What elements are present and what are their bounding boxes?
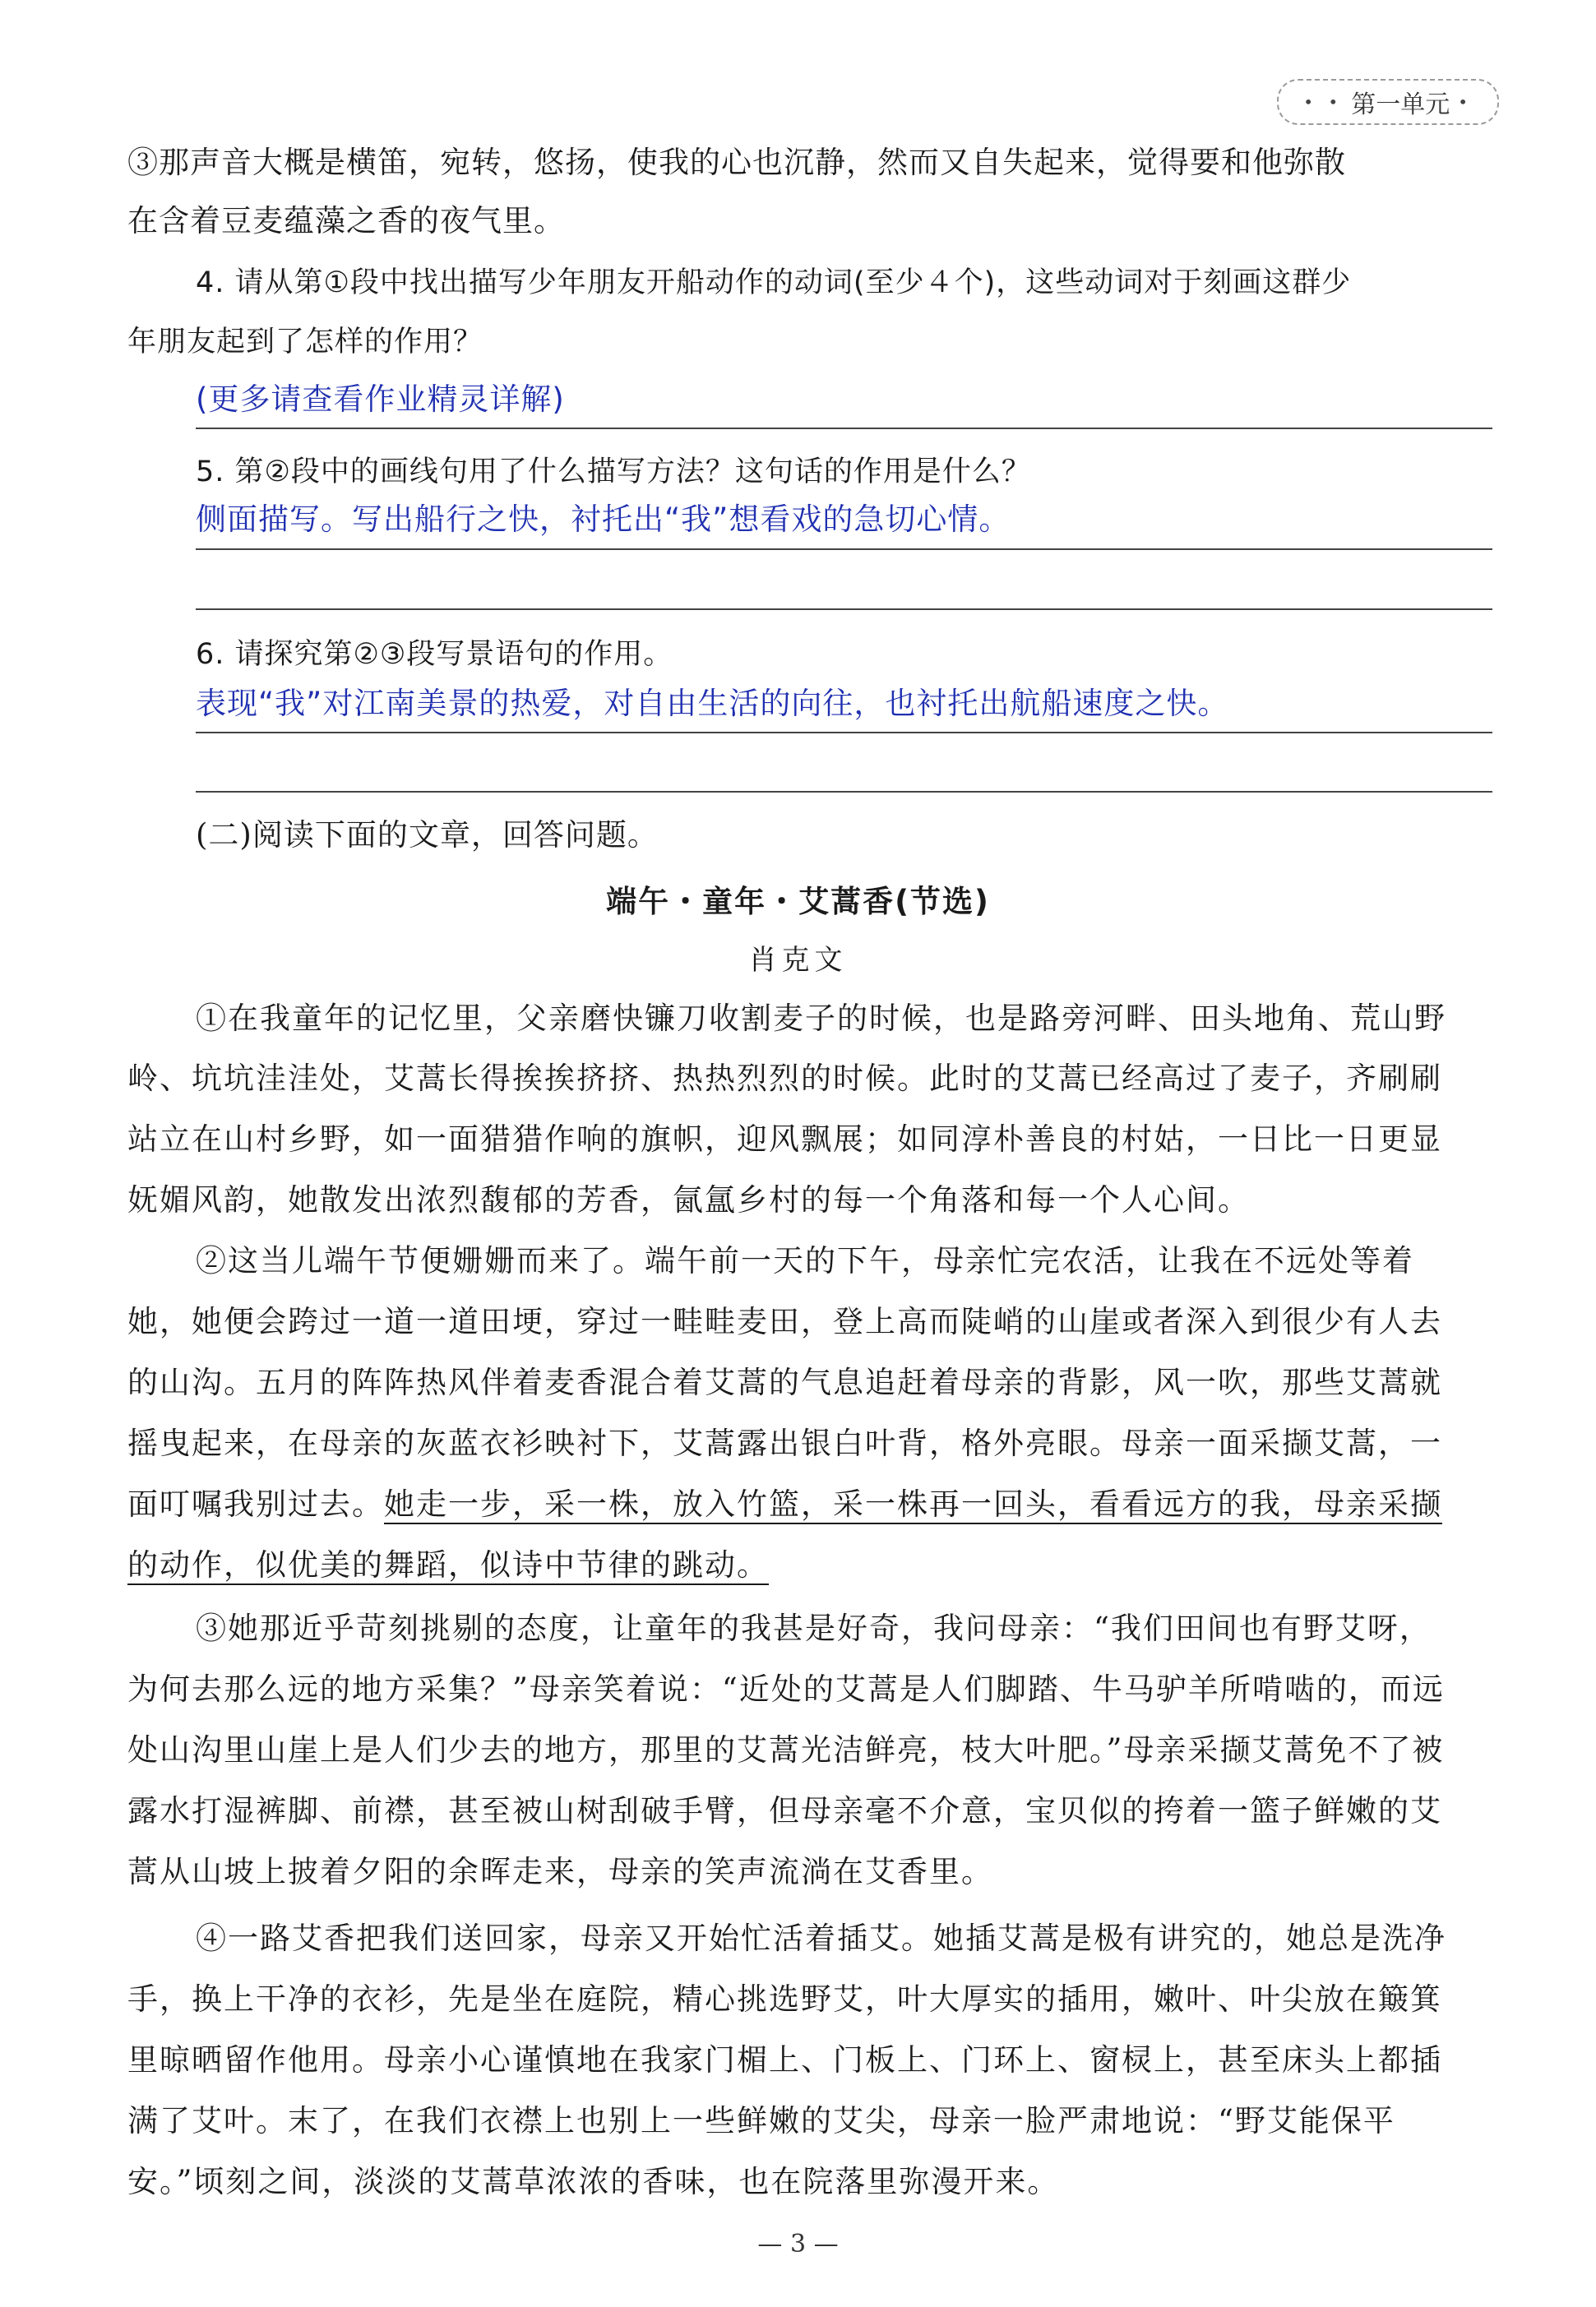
answer-line [196, 548, 1492, 550]
answer-line [196, 732, 1492, 733]
article-line: ④一路艾香把我们送回家，母亲又开始忙活着插艾。她插艾蒿是极有讲究的，她总是洗净 [196, 1921, 1446, 1956]
answer-5[interactable]: 侧面描写。写出船行之快，衬托出“我”想看戏的急切心情。 [196, 502, 1011, 537]
answer-4[interactable]: (更多请查看作业精灵详解) [196, 381, 565, 417]
plain-text: 面叮嘱我别过去。 [127, 1486, 384, 1522]
answer-line [196, 608, 1492, 610]
article-line-underlined [127, 1483, 1492, 1526]
article-line-underlined [127, 1544, 1492, 1587]
article-line: 为何去那么远的地方采集？”母亲笑着说：“近处的艾蒿是人们脚踏、牛马驴羊所啃啮的，而远 [127, 1671, 1445, 1707]
article-line: 手，换上干净的衣衫，先是坐在庭院，精心挑选野艾，叶大厚实的插用，嫩叶、叶尖放在簸箕 [127, 1981, 1442, 2017]
page-number: — 3 — [757, 2230, 839, 2258]
unit-tag-dots-right: • [1458, 92, 1473, 112]
underlined-sentence: 的动作，似优美的舞蹈，似诗中节律的跳动。 [127, 1547, 769, 1583]
article-line: 摇曳起来，在母亲的灰蓝衣衫映衬下，艾蒿露出银白叶背，格外亮眼。母亲一面采撷艾蒿，一 [127, 1426, 1442, 1461]
question-4-continued: 年朋友起到了怎样的作用？ [127, 326, 483, 358]
unit-tag [1277, 79, 1499, 125]
article-line: 妩媚风韵，她散发出浓烈馥郁的芳香，氤氲乡村的每一个角落和每一个人心间。 [127, 1182, 1250, 1218]
question-text: 请探究第②③段写景语句的作用。 [234, 638, 673, 671]
answer-line [196, 428, 1492, 429]
article-line: 她，她便会跨过一道一道田埂，穿过一畦畦麦田，登上高而陡峭的山崖或者深入到很少有人去 [127, 1304, 1442, 1339]
question-6 [196, 633, 1561, 676]
question-5 [196, 451, 1561, 493]
article-line: 站立在山村乡野，如一面猎猎作响的旗帜，迎风飘展；如同淳朴善良的村姑，一日比一日更显 [127, 1121, 1442, 1157]
question-text: 请从第①段中找出描写少年朋友开船动作的动词(至少４个)，这些动词对于刻画这群少 [234, 266, 1352, 299]
prev-paragraph-line: 在含着豆麦蕴藻之香的夜气里。 [127, 203, 565, 238]
article-author: 肖克文 [748, 944, 848, 977]
underlined-sentence: 她走一步，采一株，放入竹篮，采一株再一回头，看看远方的我，母亲采撷 [384, 1486, 1442, 1522]
article-line: ①在我童年的记忆里，父亲磨快镰刀收割麦子的时候，也是路旁河畔、田头地角、荒山野 [196, 1001, 1446, 1036]
unit-label: 第一单元 [1351, 90, 1450, 119]
unit-tag-dots-left: • • [1303, 92, 1344, 112]
article-line: 露水打湿裤脚、前襟，甚至被山树刮破手臂，但母亲毫不介意，宝贝似的挎着一篮子鲜嫩的艾 [127, 1793, 1442, 1828]
article-line: 安。”顷刻之间，淡淡的艾蒿草浓浓的香味，也在院落里弥漫开来。 [127, 2164, 1060, 2199]
article-line: 的山沟。五月的阵阵热风伴着麦香混合着艾蒿的气息追赶着母亲的背影，风一吹，那些艾蒿就 [127, 1365, 1442, 1400]
question-number: 6. [196, 638, 225, 671]
prev-paragraph-line: ③那声音大概是横笛，宛转，悠扬，使我的心也沉静，然而又自失起来，觉得要和他弥散 [127, 145, 1346, 180]
article-line: ③她那近乎苛刻挑剔的态度，让童年的我甚是好奇，我问母亲：“我们田间也有野艾呀， [196, 1611, 1432, 1646]
question-number: 5. [196, 455, 225, 488]
article-line: ②这当儿端午节便姗姗而来了。端午前一天的下午，母亲忙完农活，让我在不远处等着 [196, 1243, 1414, 1278]
answer-line [196, 791, 1492, 793]
article-line: 蒿从山坡上披着夕阳的余晖走来，母亲的笑声流淌在艾香里。 [127, 1854, 993, 1889]
article-line: 满了艾叶。末了，在我们衣襟上也别上一些鲜嫩的艾尖，母亲一脸严肃地说：“野艾能保平 [127, 2103, 1395, 2138]
article-title: 端午・童年・艾蒿香(节选) [606, 884, 990, 919]
question-text: 第②段中的画线句用了什么描写方法？这句话的作用是什么？ [234, 455, 1031, 488]
article-line: 岭、坑坑洼洼处，艾蒿长得挨挨挤挤、热热烈烈的时候。此时的艾蒿已经高过了麦子，齐刷刷 [127, 1061, 1442, 1096]
article-line: 里晾晒留作他用。母亲小心谨慎地在我家门楣上、门板上、门环上、窗棂上，甚至床头上都插 [127, 2042, 1442, 2078]
article-line: 处山沟里山崖上是人们少去的地方，那里的艾蒿光洁鲜亮，枝大叶肥。”母亲采撷艾蒿免不了被 [127, 1732, 1445, 1768]
question-4 [196, 261, 1561, 304]
answer-6[interactable]: 表现“我”对江南美景的热爱，对自由生活的向往，也衬托出航船速度之快。 [196, 686, 1229, 721]
section-heading: (二)阅读下面的文章，回答问题。 [196, 817, 659, 853]
question-number: 4. [196, 266, 225, 299]
